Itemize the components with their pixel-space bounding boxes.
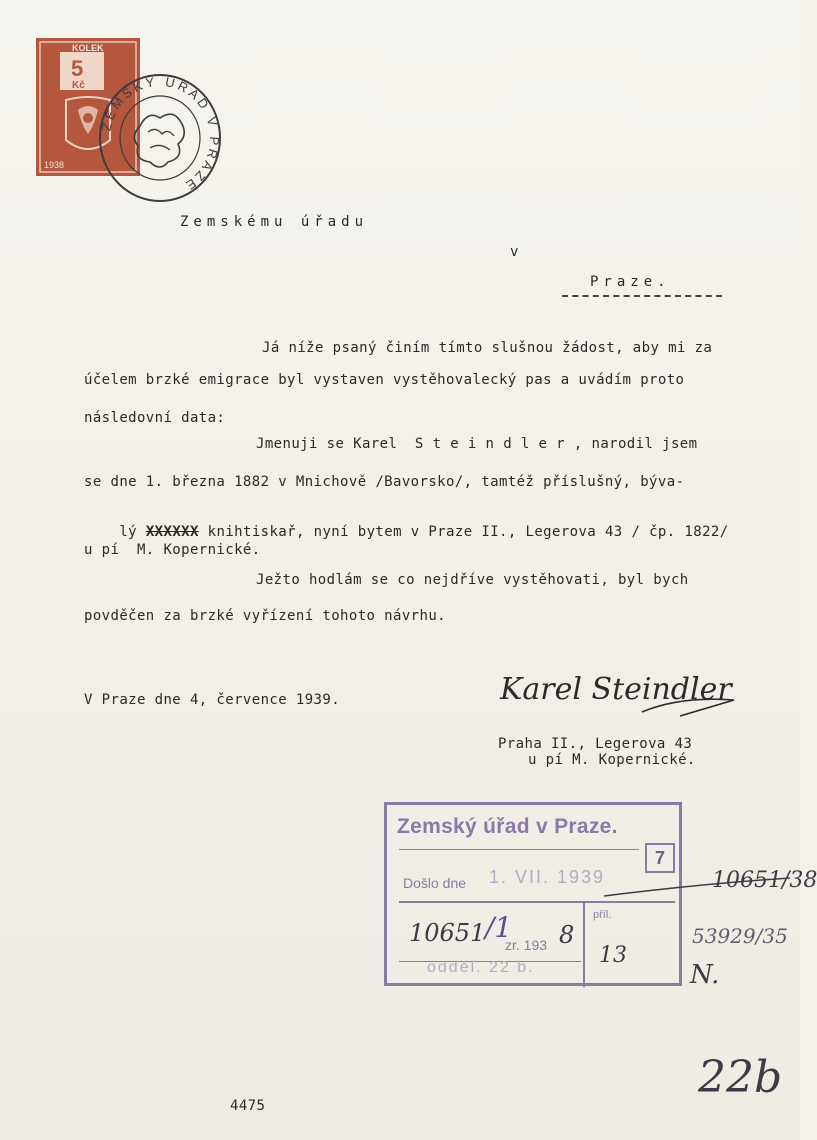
seal-text: ZEMSKÝ ÚŘAD V PRAZE <box>98 73 223 195</box>
revenue-stamp-currency: Kč <box>72 80 85 91</box>
received-date: 1. VII. 1939 <box>489 867 606 887</box>
address-underline <box>562 295 722 297</box>
line-3-start: lý <box>119 524 137 540</box>
ref-suffix: /1 <box>485 911 513 944</box>
revenue-stamp-header: KOLEK <box>72 43 104 53</box>
sender-line-2: u pí M. Kopernické. <box>528 752 696 768</box>
body-paragraph-3-line-1: Ježto hodlám se co nejdříve vystěhovati, byl bych <box>256 572 689 588</box>
body-paragraph-1-line-3: následovní data: <box>84 410 226 426</box>
margin-note-3: N. <box>690 960 720 990</box>
address-line-1: Zemskému úřadu <box>180 214 369 230</box>
margin-note-1: 10651/38 <box>712 868 817 893</box>
body-paragraph-2-line-4: u pí M. Kopernické. <box>84 542 261 558</box>
date-line: V Praze dne 4, července 1939. <box>84 692 341 708</box>
margin-note-2: 53929/35 <box>692 924 788 948</box>
sender-line-1: Praha II., Legerova 43 <box>498 736 693 752</box>
footer-number: 4475 <box>230 1098 266 1114</box>
signature: Karel Steindler <box>500 672 732 707</box>
signature-flourish <box>640 690 736 720</box>
body-paragraph-2-line-1: Jmenuji se Karel S t e i n d l e r , narodil jsem <box>256 436 698 452</box>
address-line-3: Praze. <box>590 274 671 290</box>
body-paragraph-1-line-1: Já níže psaný činím tímto slušnou žádost, aby mi za <box>262 340 713 356</box>
struck-word: XXXXXX <box>145 524 199 540</box>
pril-label: příl. <box>593 909 612 921</box>
revenue-stamp-year: 1938 <box>44 160 65 170</box>
pril-value: 13 <box>599 943 627 968</box>
margin-note-4: 22b <box>698 1052 783 1103</box>
registry-rule-1 <box>399 849 639 850</box>
body-paragraph-3-line-2: povděčen za brzké vyřízení tohoto návrhu. <box>84 608 446 624</box>
department-label: odděl. 22 b. <box>427 959 535 976</box>
svg-text:ZEMSKÝ ÚŘAD V PRAZE <box>98 74 222 195</box>
registry-divider <box>583 901 585 987</box>
body-paragraph-2-line-2: se dne 1. března 1882 v Mnichově /Bavorsko/, tamtéž příslušný, býva- <box>84 474 685 490</box>
office-seal <box>96 70 224 206</box>
zr-year-digit: 8 <box>559 921 575 949</box>
revenue-stamp-value: 5 <box>71 56 84 81</box>
received-label: Došlo dne <box>403 875 467 891</box>
body-paragraph-1-line-2: účelem brzké emigrace byl vystaven vystěhovalecký pas a uvádím proto <box>84 372 685 388</box>
registry-stamp-title: Zemský úřad v Praze. <box>397 815 618 838</box>
line-3-end: knihtiskař, nyní bytem v Praze II., Legerova 43 / čp. 1822/ <box>207 524 729 540</box>
zr-label: zr. 193 <box>505 937 548 953</box>
registry-box-number: 7 <box>645 843 675 873</box>
address-line-2: v <box>510 244 519 260</box>
ref-number: 10651 <box>409 919 486 947</box>
